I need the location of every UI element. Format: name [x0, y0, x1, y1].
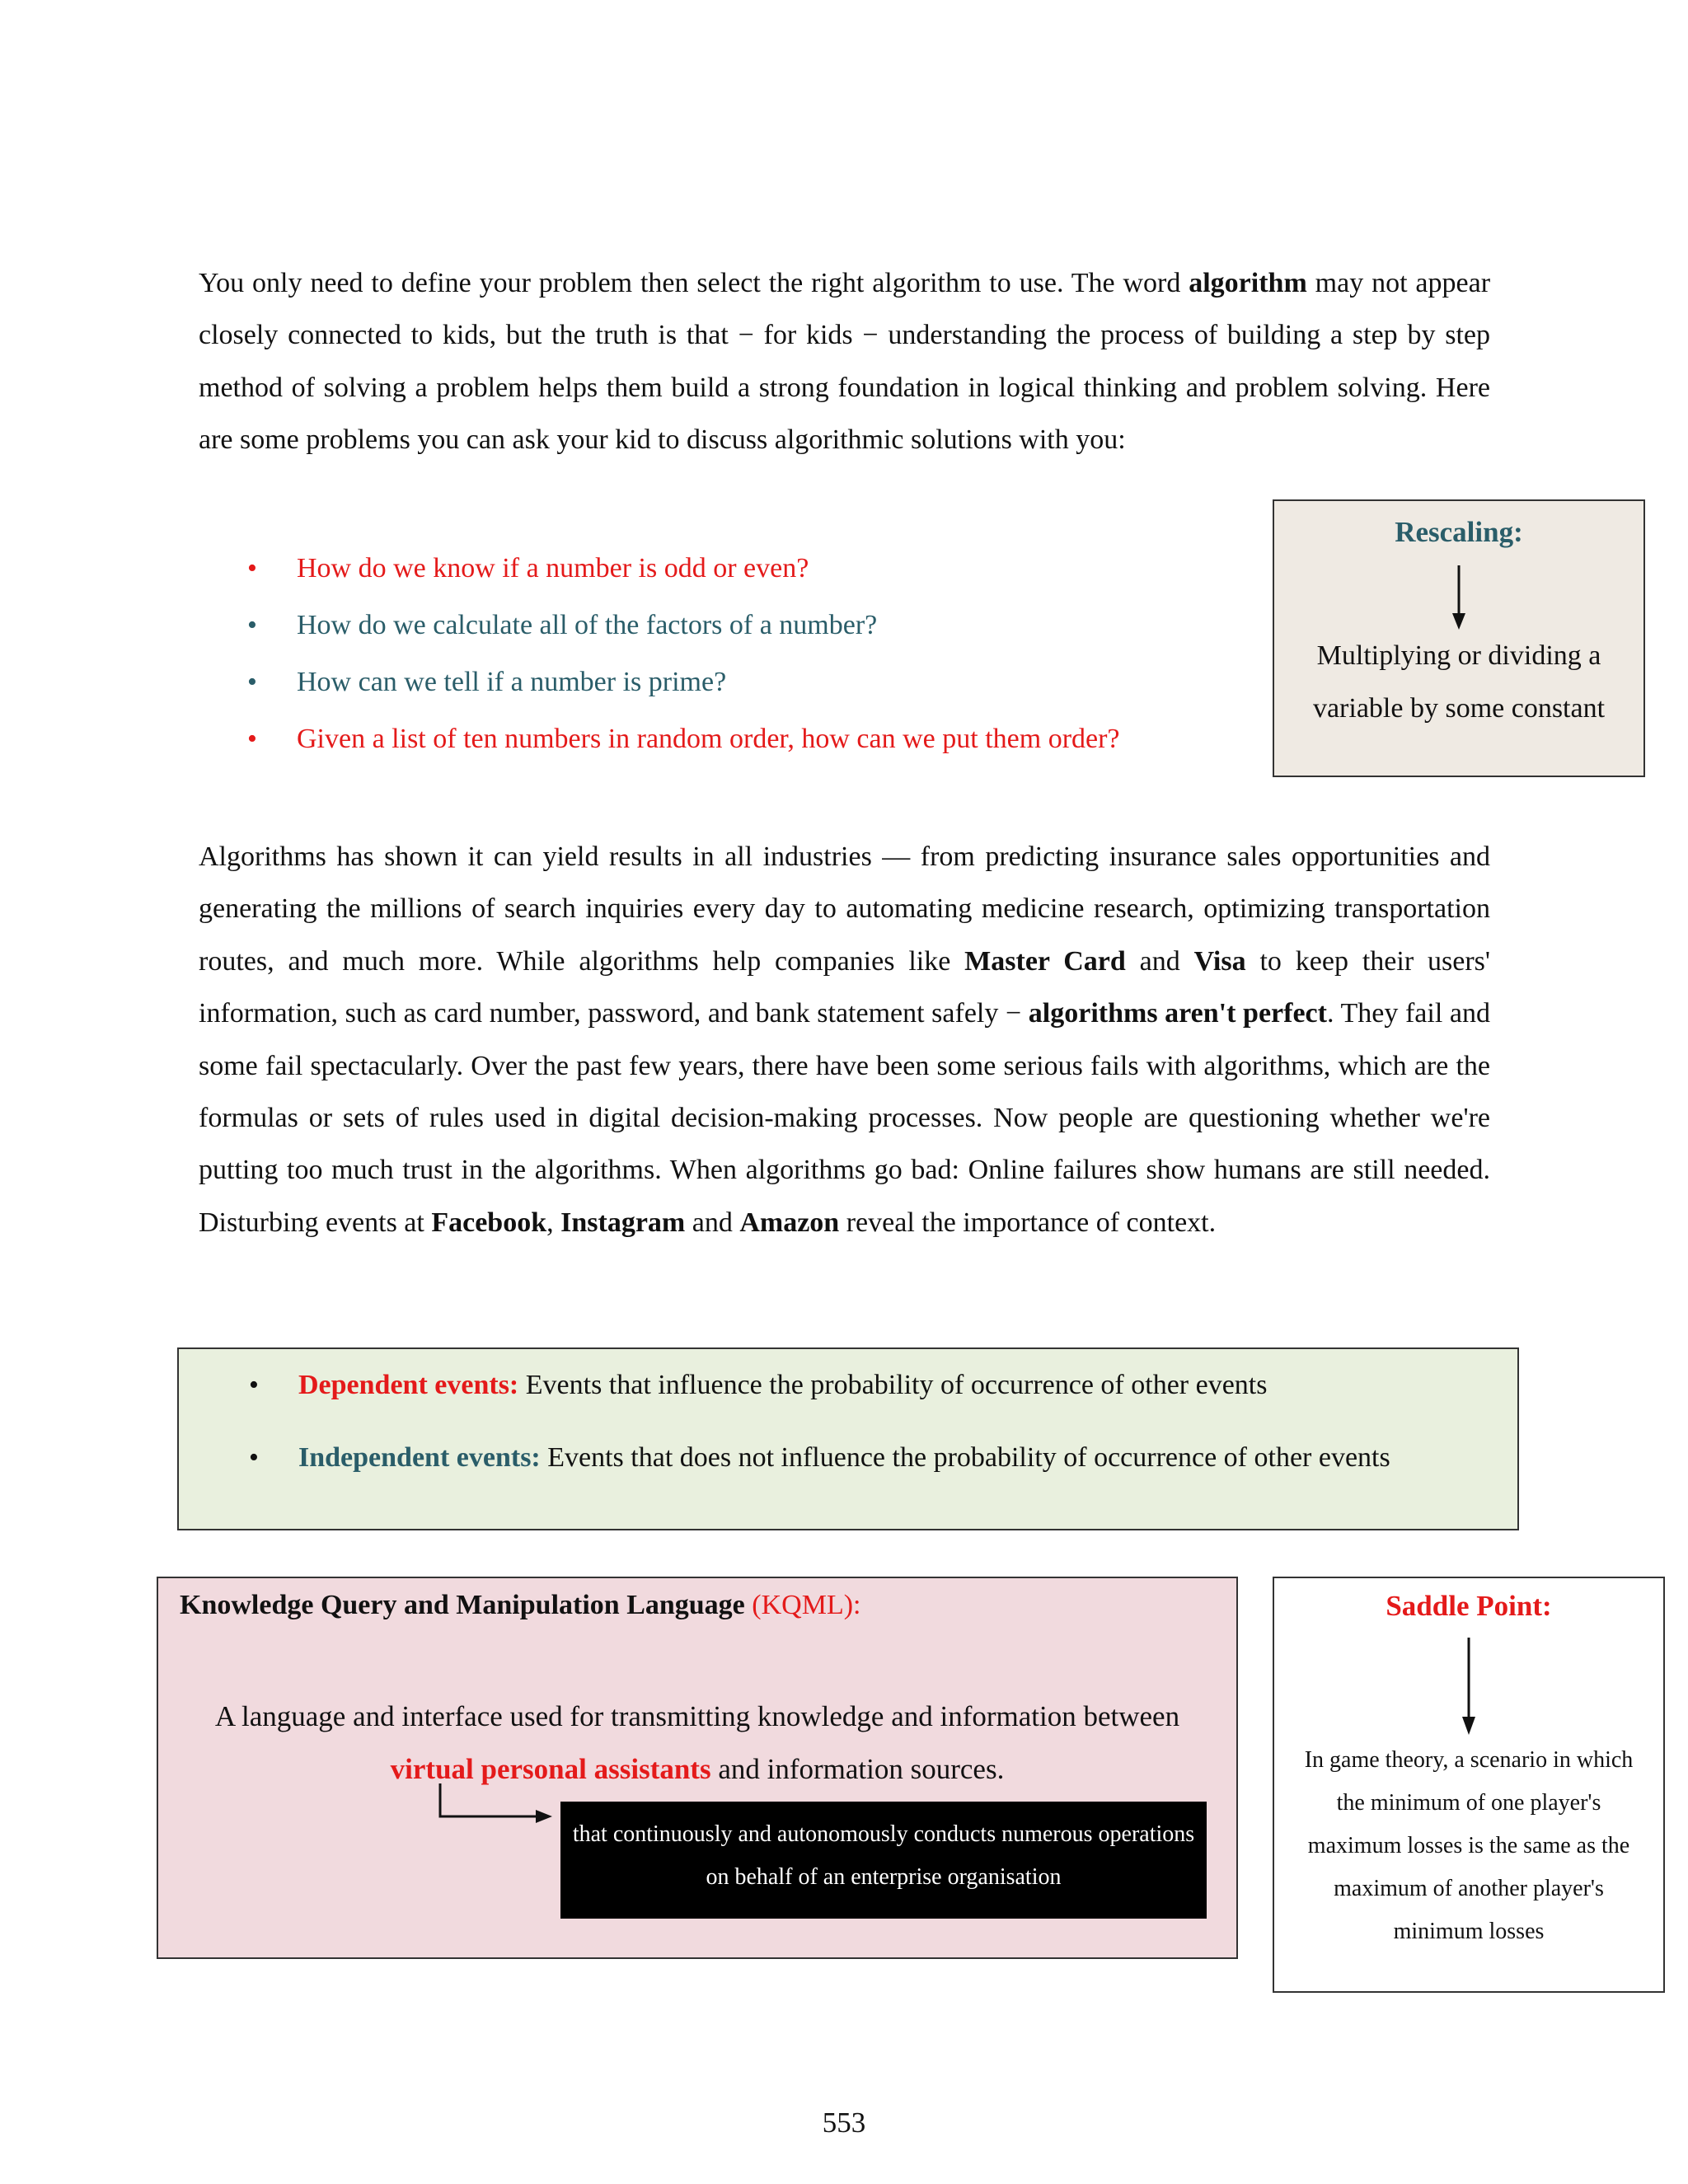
bold-term: Amazon: [739, 1207, 840, 1238]
kqml-note: that continuously and autonomously conducts numerous operations on behalf of an enterprise organisation: [560, 1802, 1207, 1919]
text-run: and: [1125, 945, 1194, 977]
term-independent: Independent events:: [298, 1442, 541, 1473]
page-number: 553: [822, 2107, 866, 2139]
elbow-arrow-icon: [438, 1783, 554, 1833]
text-run: and: [685, 1207, 740, 1238]
text-run: . They fail and some fail spectacularly. Over the past few years, there have been some serious fails with algorithms, which are the formulas or sets of rules used in digital decision-making processes. Now people are questioning whether we're putting too much trust in the algorithms. When algorithms go bad: Online failures show humans are still needed. Disturbing events at: [199, 998, 1490, 1238]
events-list: [249, 1359, 1390, 1504]
text-run: ,: [546, 1207, 561, 1238]
definition: Events that does not influence the probability of occurrence of other events: [540, 1442, 1390, 1473]
text-run: A language and interface used for transmitting knowledge and information between: [214, 1700, 1180, 1732]
down-arrow-icon: [1449, 565, 1469, 631]
list-item: • How can we tell if a number is prime?: [247, 656, 1120, 713]
callout-title: Rescaling:: [1395, 516, 1523, 548]
intro-paragraph: [199, 257, 1490, 466]
bold-term: Visa: [1193, 945, 1246, 977]
highlight-term: virtual personal assistants: [390, 1753, 711, 1785]
callout-title: [180, 1590, 860, 1621]
list-item: • How do we know if a number is odd or even?: [247, 542, 1120, 599]
list-item: • How do we calculate all of the factors of a number?: [247, 599, 1120, 656]
algorithms-paragraph: [199, 831, 1490, 1249]
question-list: [247, 542, 1120, 770]
bold-term-algorithm: algorithm: [1189, 268, 1307, 298]
down-arrow-icon: [1459, 1638, 1479, 1736]
list-item: • Given a list of ten numbers in random order, how can we put them order?: [247, 713, 1120, 770]
kqml-heading: Knowledge Query and Manipulation Language: [180, 1590, 745, 1620]
callout-body: In game theory, a scenario in which the minimum of one player's maximum losses is the same as the maximum of another player's minimum losses: [1304, 1747, 1634, 1944]
text-run: You only need to define your problem then select the right algorithm to use. The word: [199, 268, 1189, 298]
kqml-abbr: (KQML):: [744, 1590, 861, 1620]
text-run: and information sources.: [710, 1753, 1005, 1785]
text-run: to keep their users' information, such as card number, password, and bank statement safely −: [199, 945, 1491, 1029]
text-run: reveal the importance of context.: [839, 1207, 1217, 1238]
list-item: [249, 1359, 1390, 1432]
saddle-point-callout: [1273, 1577, 1665, 1993]
definition: Events that influence the probability of occurrence of other events: [518, 1370, 1268, 1400]
bold-term: algorithms aren't perfect: [1028, 998, 1327, 1029]
list-item: [249, 1432, 1390, 1504]
kqml-callout: [157, 1577, 1238, 1959]
callout-title: Saddle Point:: [1386, 1590, 1552, 1622]
bold-term: Facebook: [431, 1207, 547, 1238]
rescaling-callout: [1273, 499, 1645, 777]
bold-term: Instagram: [560, 1207, 686, 1238]
text-run: may not appear closely connected to kids, but the truth is that − for kids − understanding the process of building a step by step method of solving a problem helps them build a strong foundation in logical thinking and problem solving. Here are some problems you can ask your kid to discuss algorithmic solutions with you:: [199, 268, 1491, 456]
bold-term: Master Card: [964, 945, 1126, 977]
callout-body: Multiplying or dividing a variable by some constant: [1312, 640, 1606, 724]
term-dependent: Dependent events:: [298, 1370, 519, 1400]
text-run: Algorithms has shown it can yield results in all industries — from predicting insurance sales opportunities and generating the millions of search inquiries every day to automating medicine research, optimizing transportation routes, and much more. While algorithms help companies like: [199, 841, 1490, 977]
callout-body: [158, 1690, 1236, 1796]
events-callout: [177, 1347, 1519, 1530]
